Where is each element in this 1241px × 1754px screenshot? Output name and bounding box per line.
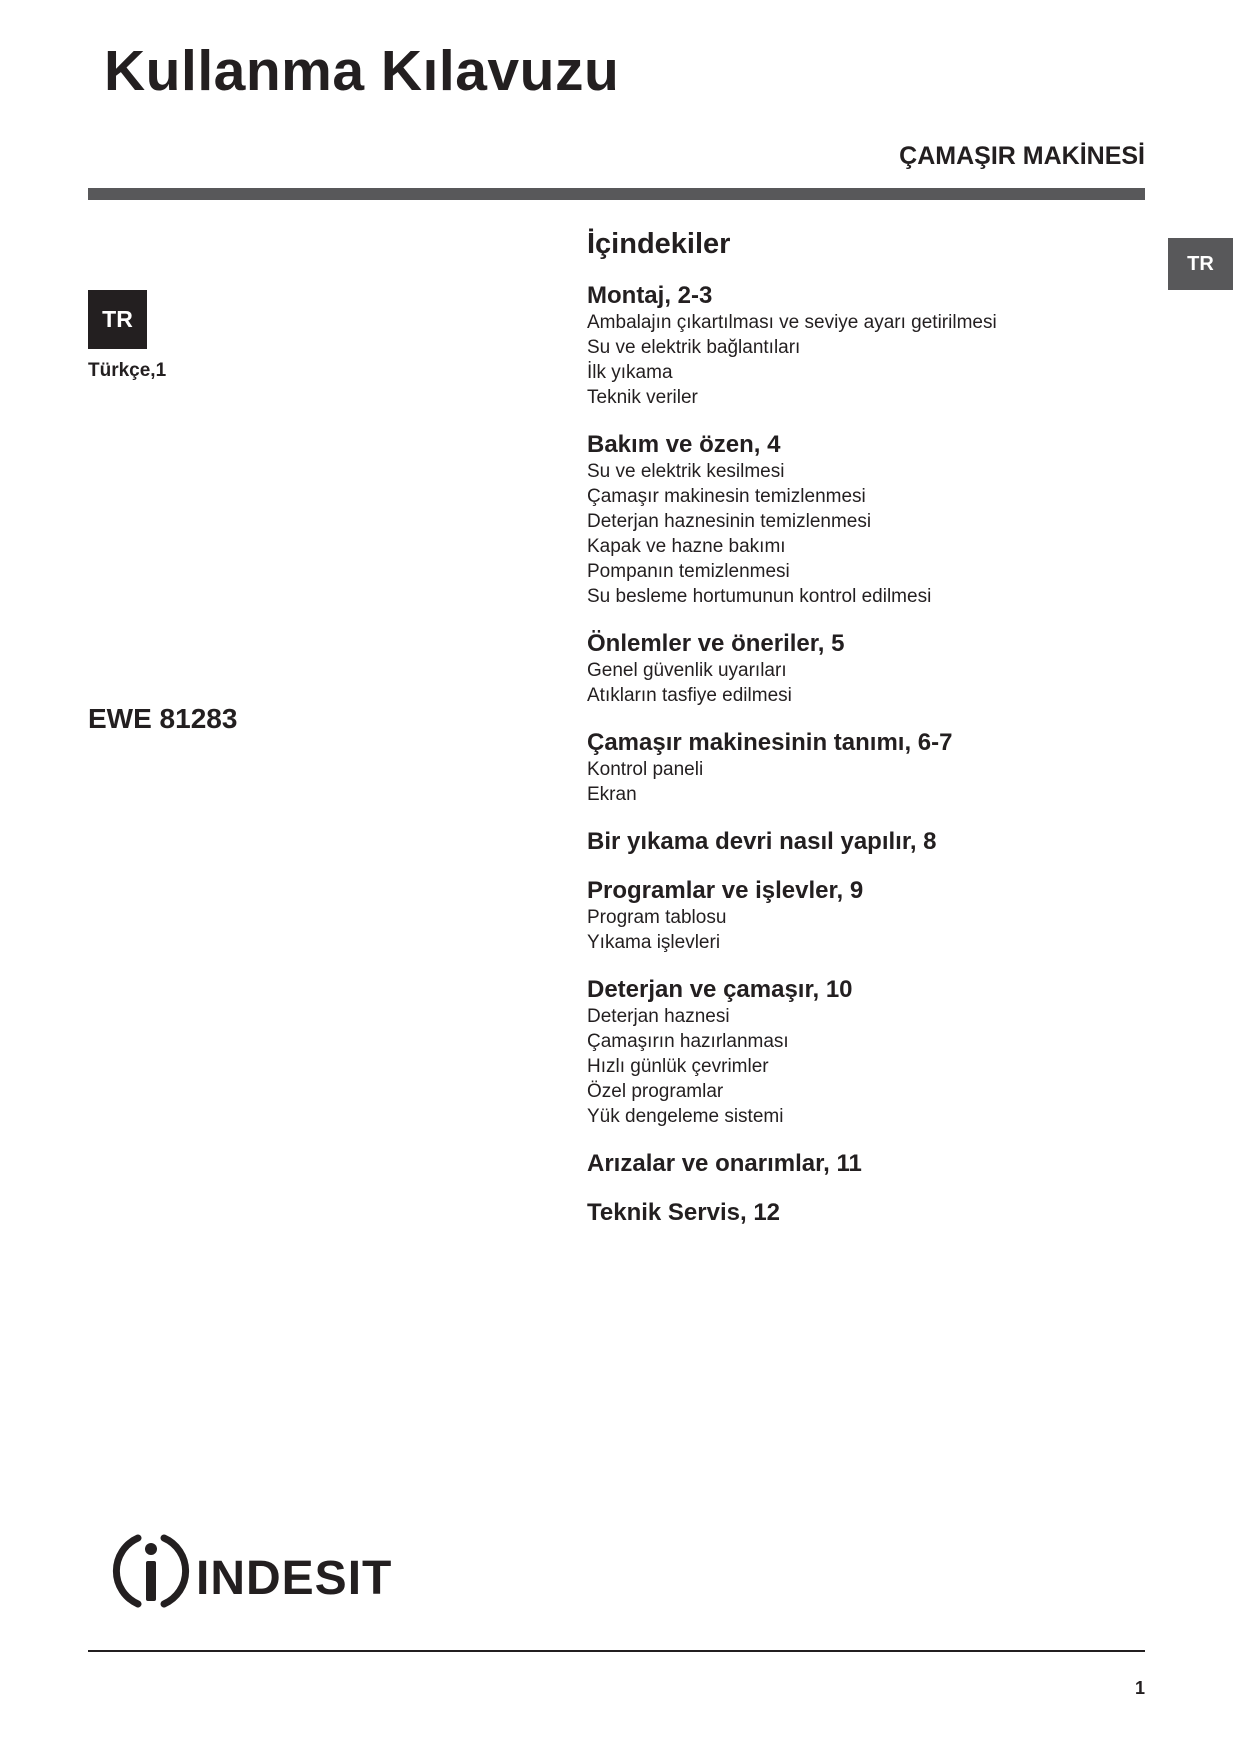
indesit-logo-text: INDESIT xyxy=(196,1552,393,1605)
toc-heading: İçindekiler xyxy=(587,228,731,260)
table-of-contents xyxy=(587,228,1147,1247)
toc-item: Kapak ve hazne bakımı xyxy=(587,536,786,557)
toc-section xyxy=(587,281,1147,410)
toc-item: Çamaşırın hazırlanması xyxy=(587,1031,789,1052)
toc-section xyxy=(587,876,1147,955)
language-label: Türkçe,1 xyxy=(88,360,167,381)
toc-section xyxy=(587,1149,1147,1178)
toc-section-title: Arızalar ve onarımlar, 11 xyxy=(587,1150,862,1177)
toc-item: Program tablosu xyxy=(587,907,727,928)
language-badge: TR xyxy=(88,290,147,349)
document-title: Kullanma Kılavuzu xyxy=(104,39,620,103)
toc-item: Su ve elektrik bağlantıları xyxy=(587,337,801,358)
toc-item: Su ve elektrik kesilmesi xyxy=(587,461,785,482)
toc-item: Hızlı günlük çevrimler xyxy=(587,1056,769,1077)
toc-item: Çamaşır makinesin temizlenmesi xyxy=(587,486,866,507)
toc-section-title: Bakım ve özen, 4 xyxy=(587,431,781,458)
toc-item: Yıkama işlevleri xyxy=(587,932,721,953)
footer-divider xyxy=(88,1650,1145,1652)
toc-section xyxy=(587,975,1147,1129)
toc-section-title: Teknik Servis, 12 xyxy=(587,1199,781,1226)
indesit-logo xyxy=(112,1530,412,1612)
toc-section xyxy=(587,1198,1147,1227)
language-side-tab: TR xyxy=(1168,238,1233,290)
toc-section xyxy=(587,430,1147,609)
toc-item: Ekran xyxy=(587,784,637,805)
toc-section-title: Bir yıkama devri nasıl yapılır, 8 xyxy=(587,828,937,855)
toc-item: Pompanın temizlenmesi xyxy=(587,561,790,582)
model-number: EWE 81283 xyxy=(88,703,238,734)
toc-item: Deterjan haznesi xyxy=(587,1006,730,1027)
toc-section-title: Programlar ve işlevler, 9 xyxy=(587,877,864,904)
page-number: 1 xyxy=(1134,1678,1145,1698)
toc-item: Özel programlar xyxy=(587,1081,724,1102)
toc-item: Genel güvenlik uyarıları xyxy=(587,660,787,681)
toc-item: İlk yıkama xyxy=(587,362,673,383)
toc-section-title: Montaj, 2-3 xyxy=(587,282,713,309)
toc-item: Su besleme hortumunun kontrol edilmesi xyxy=(587,586,932,607)
toc-section-title: Çamaşır makinesinin tanımı, 6-7 xyxy=(587,729,953,756)
toc-item: Deterjan haznesinin temizlenmesi xyxy=(587,511,872,532)
header-divider xyxy=(88,188,1145,200)
toc-item: Yük dengeleme sistemi xyxy=(587,1106,784,1127)
toc-section-title: Önlemler ve öneriler, 5 xyxy=(587,630,845,657)
toc-item: Teknik veriler xyxy=(587,387,698,408)
toc-sections xyxy=(587,281,1147,1227)
product-type: ÇAMAŞIR MAKİNESİ xyxy=(899,142,1145,170)
toc-item: Atıkların tasfiye edilmesi xyxy=(587,685,792,706)
toc-section xyxy=(587,827,1147,856)
indesit-logo-icon xyxy=(116,1538,185,1604)
toc-section-title: Deterjan ve çamaşır, 10 xyxy=(587,976,853,1003)
toc-item: Kontrol paneli xyxy=(587,759,704,780)
toc-section xyxy=(587,728,1147,807)
toc-item: Ambalajın çıkartılması ve seviye ayarı getirilmesi xyxy=(587,312,997,333)
toc-section xyxy=(587,629,1147,708)
